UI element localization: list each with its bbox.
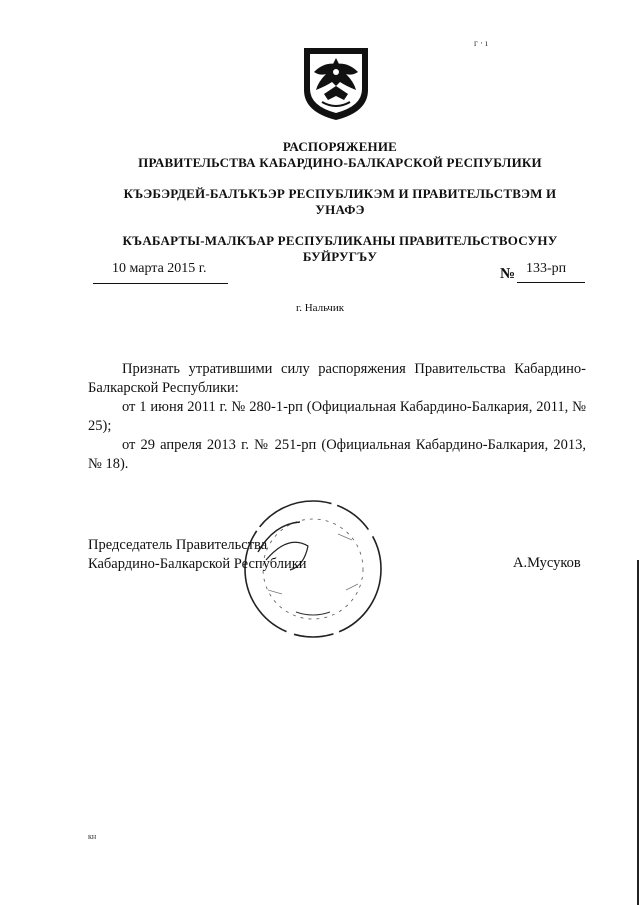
number-underline — [517, 282, 585, 283]
date-underline — [93, 283, 228, 284]
kabardian-title-line1: КЪЭБЭРДЕЙ-БАЛЪКЪЭР РЕСПУБЛИКЭМ И ПРАВИТЕЛЬСТВЭМ И — [123, 186, 557, 201]
signatory-title-line2: Кабардино-Балкарской Республики — [88, 556, 307, 572]
signatory-title — [88, 536, 307, 574]
body-paragraph: от 29 апреля 2013 г. № 251-рп (Официальная Кабардино-Балкария, 2013, № 18). — [88, 437, 586, 472]
body-paragraph: от 1 июня 2011 г. № 280-1-рп (Официальная Кабардино-Балкария, 2011, № 25); — [88, 399, 586, 434]
signatory-title-line1: Председатель Правительства — [88, 537, 268, 553]
balkar-title-line1: КЪАБАРТЫ-МАЛКЪАР РЕСПУБЛИКАНЫ ПРАВИТЕЛЬСТВОСУНУ — [122, 233, 558, 248]
balkar-title-line2: БУЙРУГЪУ — [302, 249, 378, 264]
signatory-name: А.Мусуков — [513, 555, 581, 571]
document-body — [88, 360, 586, 474]
document-title: РАСПОРЯЖЕНИЕ — [282, 139, 398, 154]
kabardian-title-line2: УНАФЭ — [315, 202, 365, 217]
scan-mark: кн — [88, 832, 97, 841]
scan-edge-line — [637, 560, 639, 905]
document-number: 133-рп — [526, 261, 567, 276]
scan-mark: г · ı — [474, 38, 488, 48]
number-sign: № — [500, 266, 516, 282]
document-date: 10 марта 2015 г. — [112, 261, 207, 276]
body-paragraph: Признать утратившими силу распоряжения Правительства Кабардино-Балкарской Республики: — [88, 361, 586, 396]
city-name: г. Нальчик — [295, 302, 345, 314]
coat-of-arms-emblem — [300, 42, 372, 122]
government-name: ПРАВИТЕЛЬСТВА КАБАРДИНО-БАЛКАРСКОЙ РЕСПУБЛИКИ — [138, 155, 542, 170]
